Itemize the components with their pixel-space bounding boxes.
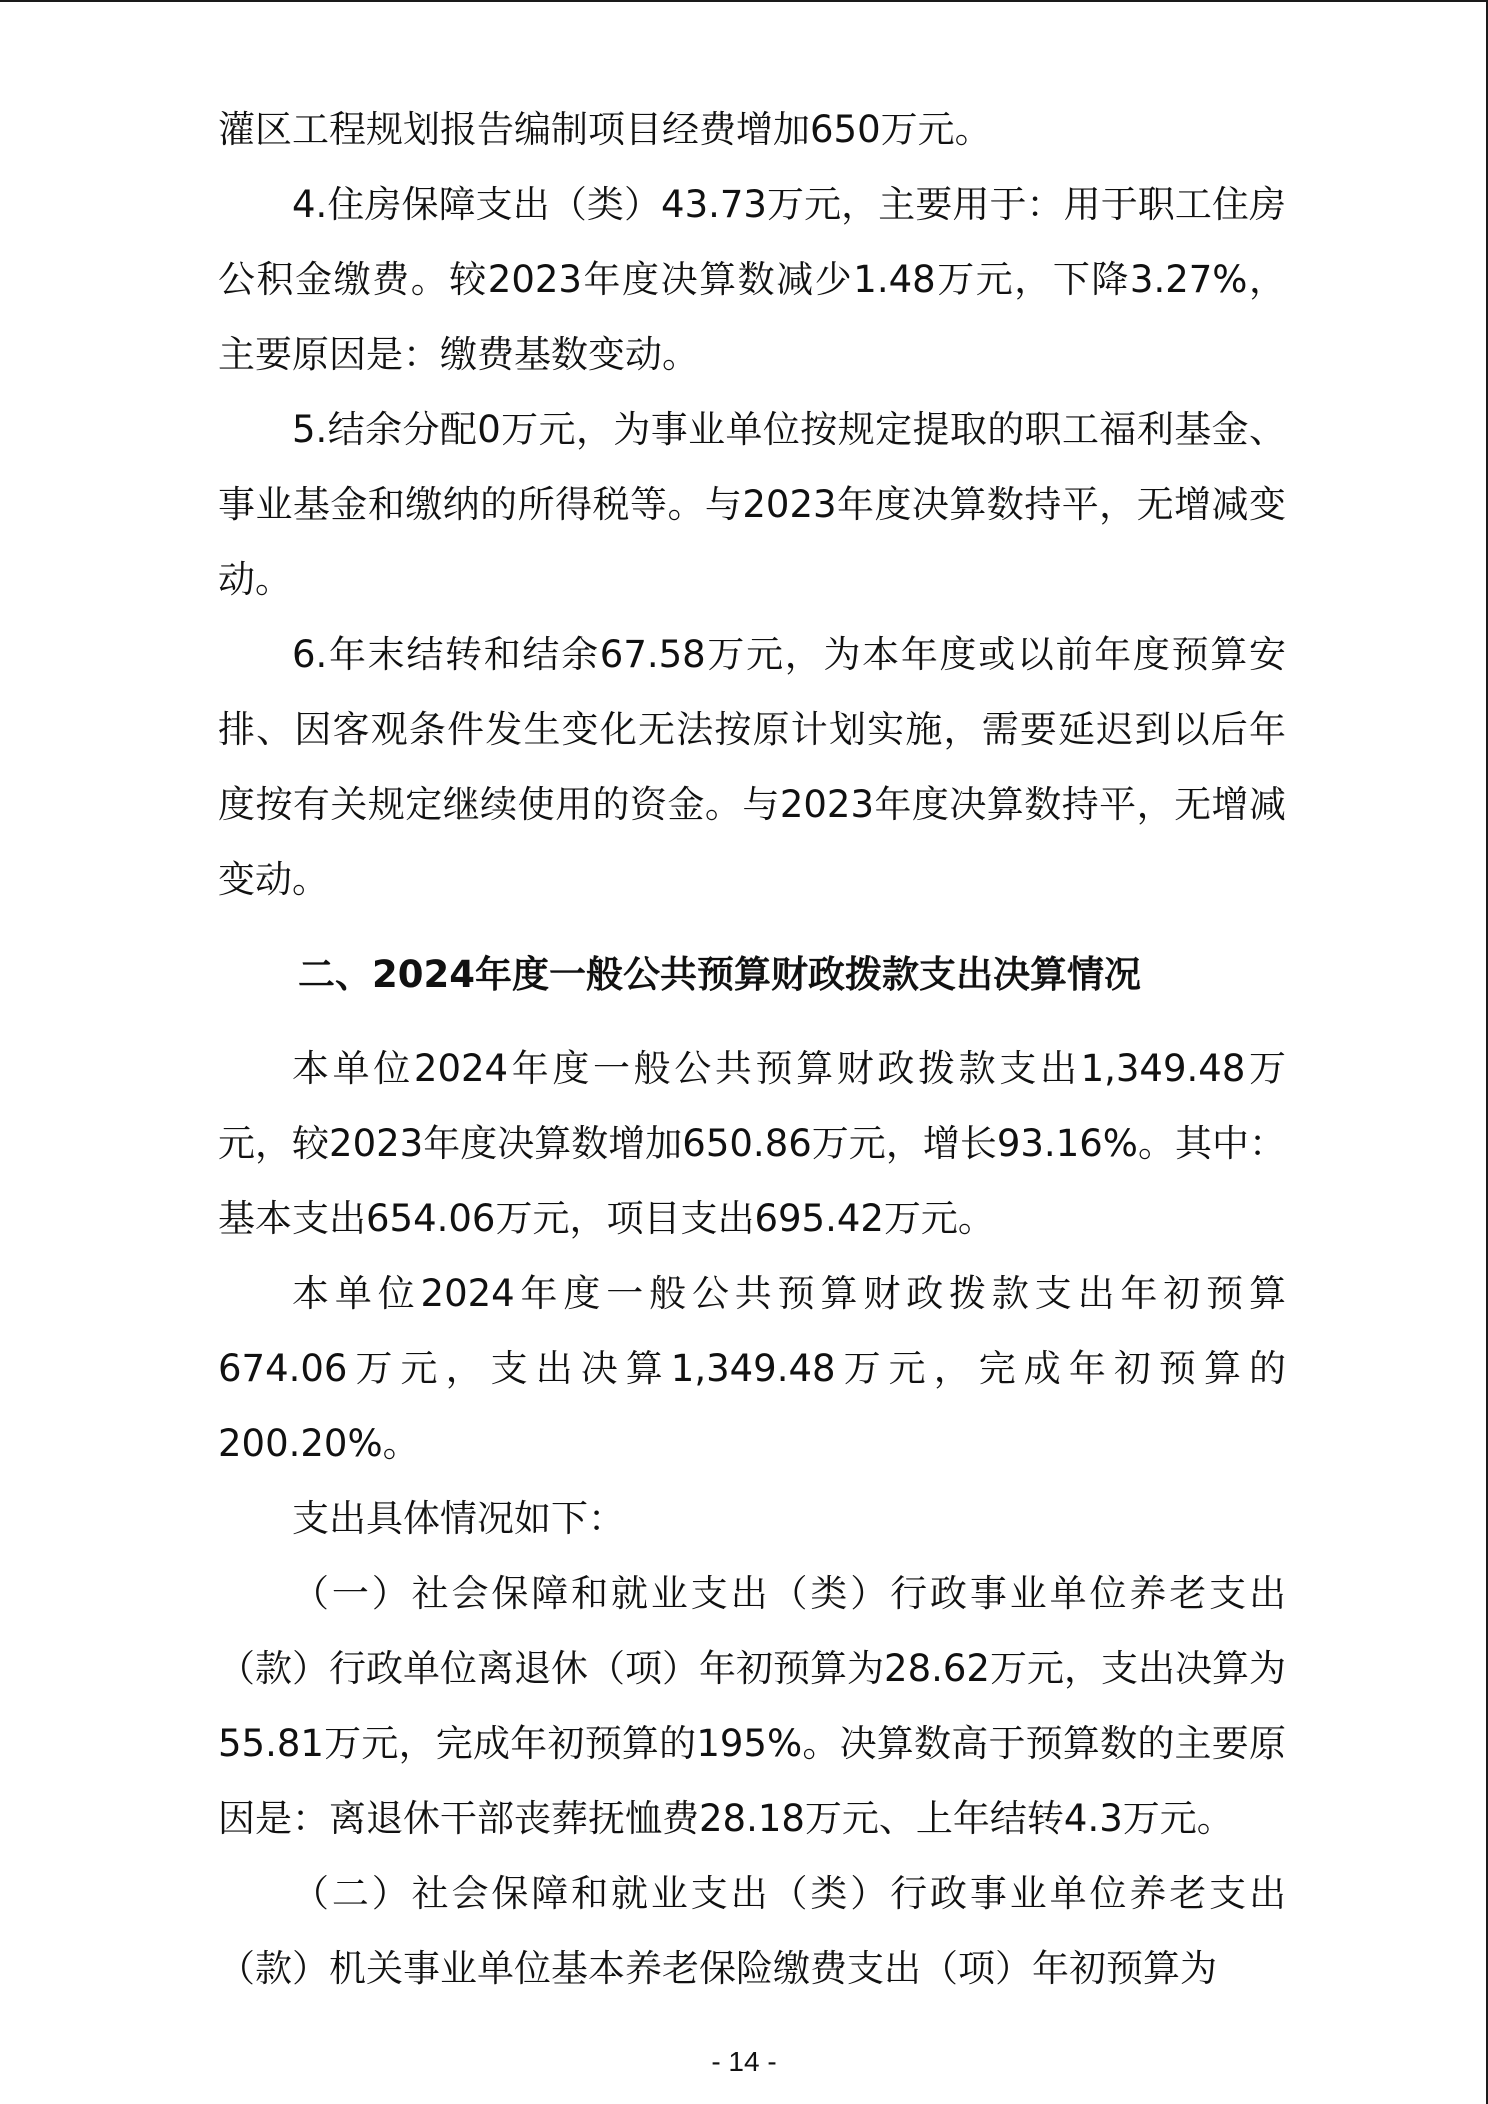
page-top-border bbox=[0, 0, 1488, 2]
paragraph-surplus-distribution: 5.结余分配0万元，为事业单位按规定提取的职工福利基金、事业基金和缴纳的所得税等。与2023年度决算数持平，无增减变动。 bbox=[218, 408, 1286, 601]
paragraph-total-expenditure: 本单位2024年度一般公共预算财政拨款支出1,349.48万元，较2023年度决算数增加650.86万元，增长93.16%。其中：基本支出654.06万元，项目支出695.42万元。 bbox=[218, 1047, 1286, 1240]
document-body bbox=[218, 92, 1286, 2006]
paragraph-budget-completion: 本单位2024年度一般公共预算财政拨款支出年初预算674.06万元，支出决算1,349.48万元，完成年初预算的200.20%。 bbox=[218, 1272, 1286, 1465]
section-heading: 二、2024年度一般公共预算财政拨款支出决算情况 bbox=[298, 953, 1141, 996]
paragraph-continued-project-funds: 灌区工程规划报告编制项目经费增加650万元。 bbox=[218, 108, 992, 151]
paragraph-item-one-retirement: （一）社会保障和就业支出（类）行政事业单位养老支出（款）行政单位离退休（项）年初预算为28.62万元，支出决算为55.81万元，完成年初预算的195%。决算数高于预算数的主要原因是：离退休干部丧葬抚恤费28.18万元、上年结转4.3万元。 bbox=[218, 1572, 1286, 1840]
paragraph-housing-expenditure: 4.住房保障支出（类）43.73万元，主要用于：用于职工住房公积金缴费。较2023年度决算数减少1.48万元，下降3.27%，主要原因是：缴费基数变动。 bbox=[218, 183, 1286, 376]
paragraph-details-intro: 支出具体情况如下： bbox=[292, 1497, 625, 1540]
paragraph-item-two-pension-insurance: （二）社会保障和就业支出（类）行政事业单位养老支出（款）机关事业单位基本养老保险缴费支出（项）年初预算为 bbox=[218, 1872, 1286, 1990]
paragraph-year-end-carryover: 6.年末结转和结余67.58万元，为本年度或以前年度预算安排、因客观条件发生变化无法按原计划实施，需要延迟到以后年度按有关规定继续使用的资金。与2023年度决算数持平，无增减变动。 bbox=[218, 633, 1286, 901]
page-number: - 14 - bbox=[711, 2046, 777, 2077]
